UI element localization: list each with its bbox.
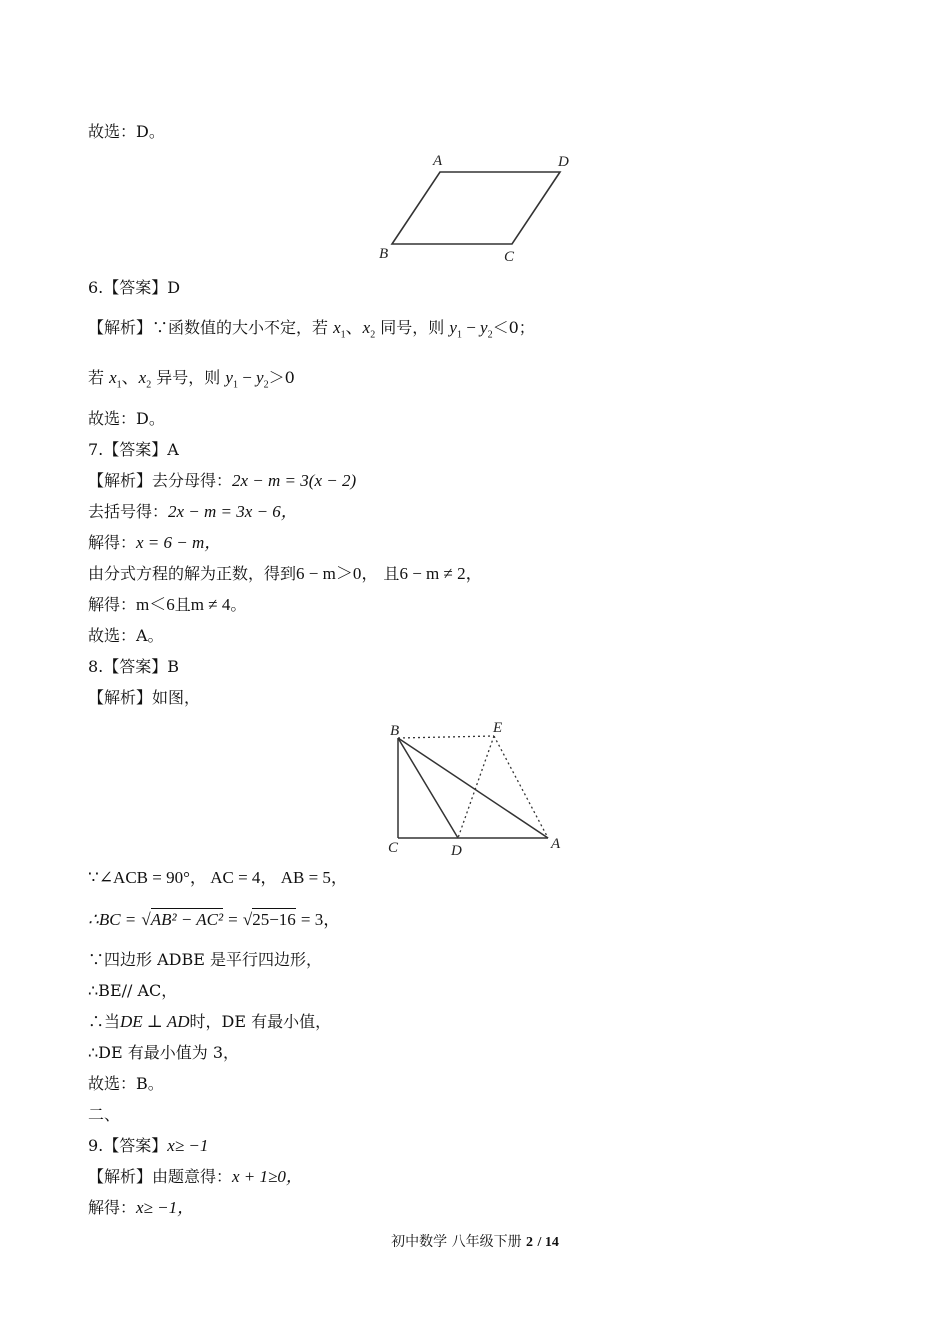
footer-page-number: 2 xyxy=(526,1235,534,1250)
q6-title: 6.【答案】D xyxy=(88,278,181,297)
q6-line1: 【解析】∵函数值的大小不定，若 $x_1$、$x_2$ 同号，则 $y_1 - y_2<0$； xyxy=(88,318,535,341)
q9-line2: 解得：x≥ −1， xyxy=(88,1198,195,1217)
q8-line7: ∴DE 有最小值为 3， xyxy=(88,1043,240,1062)
q7-line3: 解得：x = 6 − m， xyxy=(88,533,222,552)
q8-final: 故选：B。 xyxy=(88,1074,164,1093)
q8-line6: ∴当DE ⊥ AD时，DE 有最小值， xyxy=(88,1012,332,1031)
q7-line1: 【解析】去分母得：2x − m = 3(x − 2) xyxy=(88,471,357,490)
footer-page-total: / 14 xyxy=(537,1235,559,1250)
q7-final: 故选：A。 xyxy=(88,626,164,645)
label-D: D xyxy=(558,154,569,170)
q7-line5: 解得：m＜6且m ≠ 4。 xyxy=(88,595,247,614)
label-A: A xyxy=(551,836,561,852)
q6-line2: 若 $x_1$、$x_2$ 异号，则 $y_1 - y_2>0$ xyxy=(88,368,295,391)
label-B: B xyxy=(390,723,400,739)
q7-title: 7.【答案】A xyxy=(88,440,179,459)
q8-title: 8.【答案】B xyxy=(88,657,180,676)
q6-final: 故选：D。 xyxy=(88,409,165,428)
q9-title: 9.【答案】x≥ −1 xyxy=(88,1136,209,1155)
triangle-figure xyxy=(380,716,570,862)
label-C: C xyxy=(388,840,399,856)
q8-line5: ∴BE// AC， xyxy=(88,981,178,1000)
footer-text: 初中数学 八年级下册 xyxy=(391,1234,522,1250)
label-D: D xyxy=(451,843,462,859)
q7-line2: 去括号得：2x − m = 3x − 6， xyxy=(88,502,298,521)
q8-line2: ∵∠ACB = 90°， AC = 4， AB = 5， xyxy=(88,868,348,887)
q7-line4: 由分式方程的解为正数，得到6 − m＞0， 且6 − m ≠ 2， xyxy=(88,564,483,583)
label-E: E xyxy=(493,720,503,736)
section-heading: 二、 xyxy=(88,1105,121,1124)
q8-line4: ∵四边形 ADBE 是平行四边形， xyxy=(88,950,322,969)
label-A: A xyxy=(433,153,443,169)
label-B: B xyxy=(379,246,389,262)
q8-line1: 【解析】如图， xyxy=(88,688,201,707)
answer-line: 故选：D。 xyxy=(88,122,165,141)
page-footer xyxy=(0,1231,950,1251)
q9-line1: 【解析】由题意得：x + 1≥0， xyxy=(88,1167,303,1186)
label-C: C xyxy=(504,249,515,265)
q8-line3: ∴BC = √AB² − AC² = √25−16 = 3， xyxy=(88,910,341,929)
parallelogram-figure xyxy=(370,148,580,266)
